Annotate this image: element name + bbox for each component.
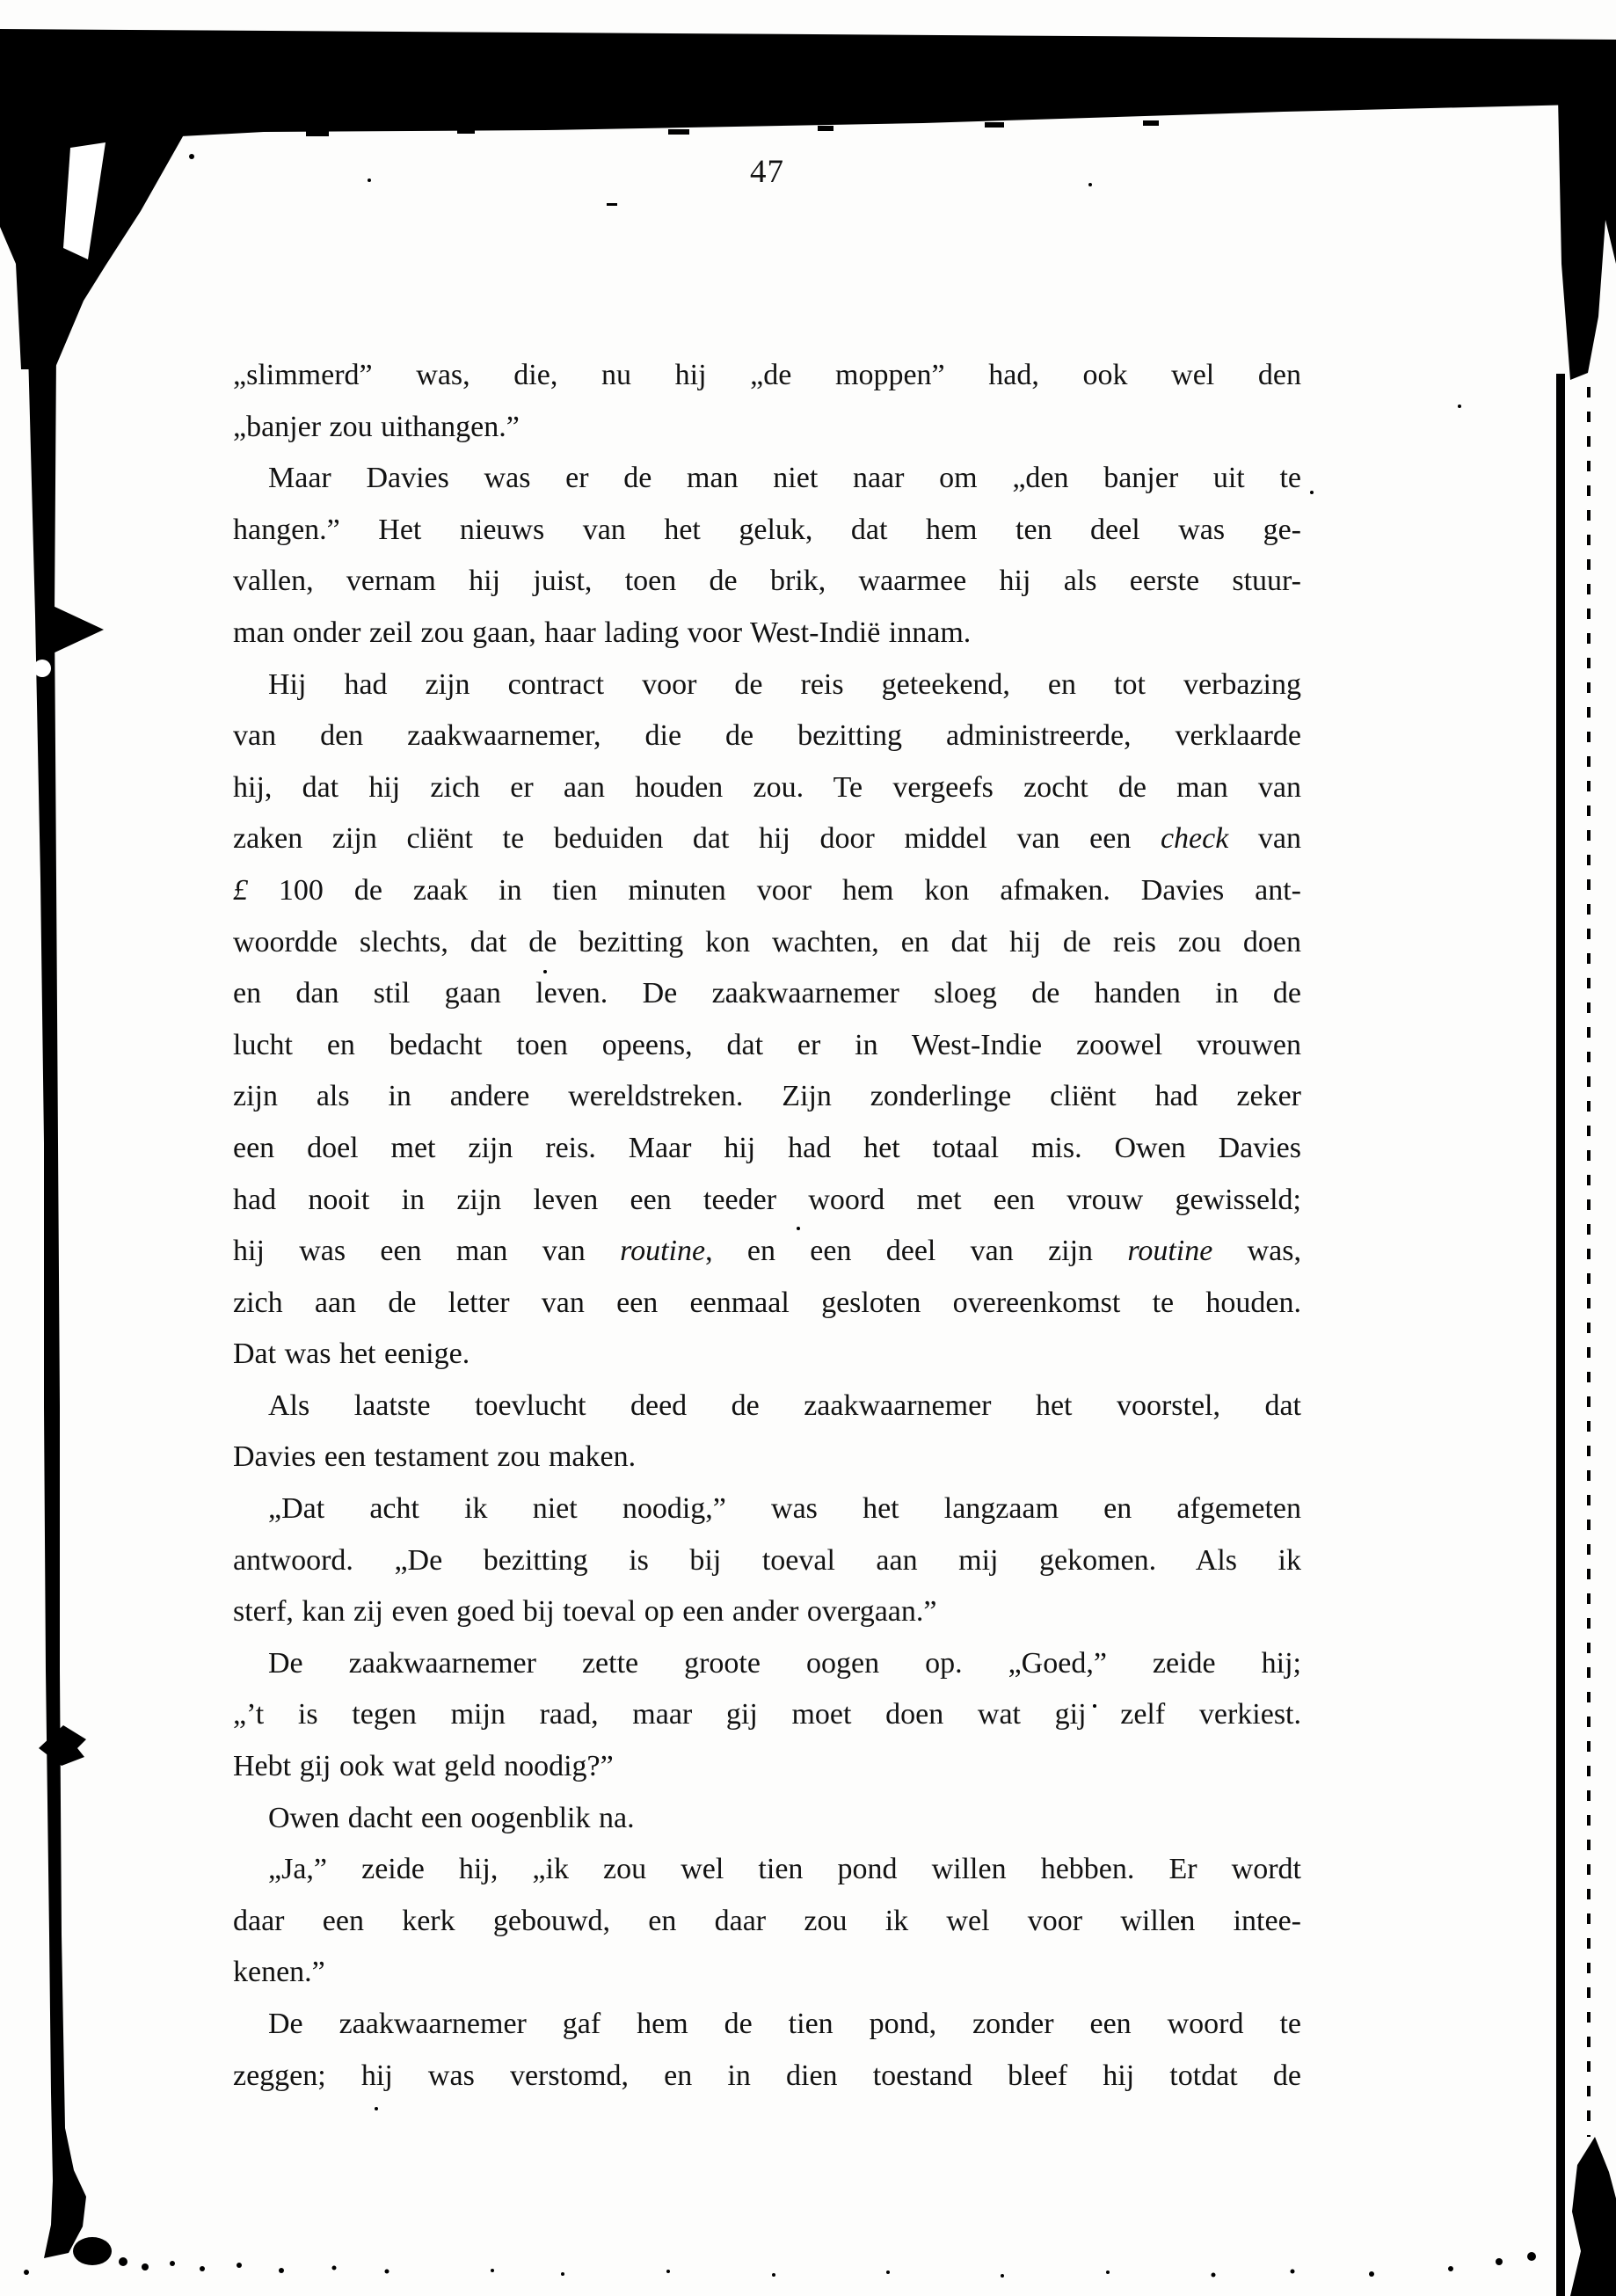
text-line: [233, 1432, 1301, 1483]
text-line: [233, 1793, 1301, 1845]
text-segment: 100 de zaak in tien minuten voor hem kon afmaken. Davies ant-: [248, 873, 1301, 907]
text-segment: Hij had zijn contract voor de reis geteekend, en tot verbazing: [268, 667, 1301, 701]
text-line: [233, 1586, 1301, 1638]
text-segment: „Dat acht ik niet noodig,” was het langzaam en afgemeten: [268, 1492, 1301, 1526]
text-line: [233, 1226, 1301, 1278]
text-segment: vallen, vernam hij juist, toen de brik, waarmee hij als eerste stuur-: [233, 565, 1301, 598]
text-segment: had nooit in zijn leven een teeder woord met een vrouw gewisseld;: [233, 1183, 1301, 1216]
text-segment: hij was een man van: [233, 1235, 621, 1268]
text-segment: lucht en bedacht toen opeens, dat er in West-Indie zoowel vrouwen: [233, 1028, 1301, 1061]
left-edge-notch: [33, 660, 51, 677]
text-segment: en dan stil gaan leven. De zaakwaarnemer sloeg de handen in de: [233, 977, 1301, 1010]
text-segment: van: [1228, 822, 1301, 856]
text-line: [233, 1329, 1301, 1381]
text-line: [233, 1741, 1301, 1793]
text-segment: zijn als in andere wereldstreken. Zijn zonderlinge cliënt had zeker: [233, 1080, 1301, 1113]
text-line: [233, 813, 1301, 865]
text-line: [233, 1999, 1301, 2051]
body-text: [233, 350, 1301, 2102]
text-segment: daar een kerk gebouwd, en daar zou ik wel voor willen intee-: [233, 1904, 1301, 1937]
text-segment: „banjer zou uithangen.”: [233, 410, 520, 443]
text-segment: kenen.”: [233, 1956, 325, 1989]
italic-text: routine: [620, 1235, 706, 1268]
text-segment: Als laatste toevlucht deed de zaakwaarnemer het voorstel, dat: [268, 1389, 1301, 1422]
text-segment: De zaakwaarnemer zette groote oogen op. „Goed,” zeide hij;: [268, 1646, 1301, 1680]
text-line: [233, 1638, 1301, 1690]
text-line: [233, 1535, 1301, 1587]
text-segment: Owen dacht een oogenblik na.: [268, 1801, 635, 1834]
text-line: [233, 1896, 1301, 1948]
text-segment: Hebt gij ook wat geld noodig?”: [233, 1750, 614, 1783]
text-line: [233, 1175, 1301, 1227]
text-segment: Maar Davies was er de man niet naar om „den banjer uit te: [268, 462, 1301, 495]
text-segment: antwoord. „De bezitting is bij toeval aan mij gekomen. Als ik: [233, 1543, 1301, 1577]
text-line: [233, 1123, 1301, 1175]
text-segment: woordde slechts, dat de bezitting kon wachten, en dat hij de reis zou doen: [233, 925, 1301, 958]
text-line: [233, 711, 1301, 762]
text-segment: van den zaakwaarnemer, die de bezitting administreerde, verklaarde: [233, 719, 1301, 753]
text-segment: man onder zeil zou gaan, haar lading voor West-Indië innam.: [233, 616, 972, 649]
text-segment: sterf, kan zij even goed bij toeval op een ander overgaan.”: [233, 1595, 937, 1629]
text-segment: Dat was het eenige.: [233, 1338, 470, 1371]
text-line: [233, 1020, 1301, 1072]
text-line: [233, 1381, 1301, 1432]
text-segment: „Ja,” zeide hij, „ik zou wel tien pond willen hebben. Er wordt: [268, 1853, 1301, 1886]
italic-text: check: [1160, 822, 1229, 856]
text-line: [233, 762, 1301, 814]
text-line: [233, 402, 1301, 454]
text-line: [233, 1947, 1301, 1999]
text-line: [233, 660, 1301, 711]
page-number: 47: [750, 154, 784, 190]
text-line: [233, 556, 1301, 608]
text-segment: De zaakwaarnemer gaf hem de tien pond, zonder een woord te: [268, 2008, 1301, 2040]
text-segment: zeggen; hij was verstomd, en in dien toestand bleef hij totdat de: [233, 2059, 1301, 2092]
text-line: [233, 917, 1301, 969]
text-segment: hij, dat hij zich er aan houden zou. Te vergeefs zocht de man van: [233, 770, 1301, 804]
text-line: [233, 453, 1301, 505]
text-segment: Davies een testament zou maken.: [233, 1440, 637, 1474]
text-line: [233, 865, 1301, 917]
text-line: [233, 2051, 1301, 2103]
text-line: [233, 968, 1301, 1020]
text-segment: een doel met zijn reis. Maar hij had het totaal mis. Owen Davies: [233, 1131, 1301, 1164]
text-line: [233, 1483, 1301, 1535]
italic-text: £: [233, 873, 248, 907]
text-segment: zaken zijn cliënt te beduiden dat hij door middel van een: [233, 822, 1161, 856]
text-segment: hangen.” Het nieuws van het geluk, dat hem ten deel was ge-: [233, 513, 1301, 546]
text-line: [233, 608, 1301, 660]
text-segment: „’t is tegen mijn raad, maar gij moet doen wat gij zelf verkiest.: [233, 1698, 1301, 1731]
text-segment: „slimmerd” was, die, nu hij „de moppen” had, ook wel den: [233, 359, 1301, 391]
text-segment: , en een deel van zijn: [705, 1235, 1128, 1268]
text-line: [233, 505, 1301, 557]
text-line: [233, 1844, 1301, 1896]
text-segment: zich aan de letter van een eenmaal gesloten overeenkomst te houden.: [233, 1286, 1301, 1319]
italic-text: routine: [1127, 1235, 1213, 1268]
text-line: [233, 1071, 1301, 1123]
text-line: [233, 1689, 1301, 1741]
text-line: [233, 1278, 1301, 1330]
text-segment: was,: [1212, 1235, 1301, 1268]
text-line: [233, 350, 1301, 402]
